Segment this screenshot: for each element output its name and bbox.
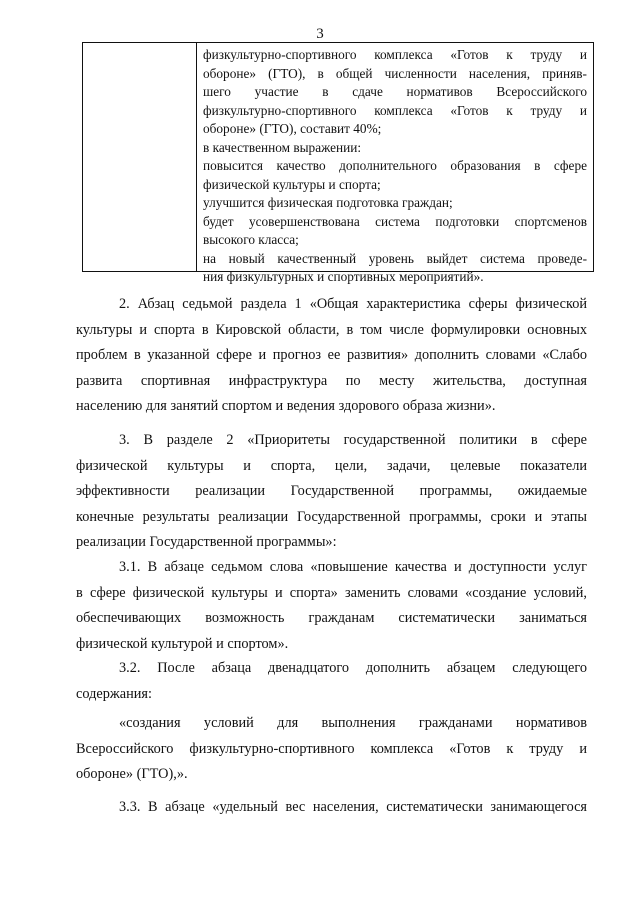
- table-line: ния физкультурных и спортивных мероприятий».: [203, 269, 484, 284]
- paragraph-3-3: [76, 795, 587, 821]
- paragraph-line: содержания:: [76, 685, 152, 702]
- paragraph-line: «создания условий для выполнения гражданами нормативов: [119, 715, 587, 731]
- paragraph-line: 3.2. После абзаца двенадцатого дополнить абзацем следующего: [119, 660, 587, 676]
- table-line: обороне» (ГТО), составит 40%;: [203, 121, 382, 136]
- paragraph-3-1: [76, 555, 587, 657]
- table-line: физкультурно-спортивного комплекса «Готов к труду и: [203, 47, 587, 62]
- paragraph-line: физической культурой и спортом».: [76, 635, 289, 652]
- paragraph-line: населению для занятий спортом и ведения здорового образа жизни».: [76, 398, 496, 414]
- table-line: улучшится физическая подготовка граждан;: [203, 195, 453, 210]
- table-column-divider: [196, 43, 197, 271]
- paragraph-line: эффективности реализации Государственной программы, ожидаемые: [76, 483, 587, 499]
- paragraph-line: проблем в указанной сфере и прогноз ее развития» дополнить словами «Слабо: [76, 347, 587, 363]
- table-line: в качественном выражении:: [203, 139, 362, 155]
- program-table: [82, 42, 594, 284]
- table-line: на новый качественный уровень выйдет система проведе-: [203, 250, 587, 266]
- paragraph-line: 3.3. В абзаце «удельный вес населения, систематически занимающегося: [119, 799, 587, 815]
- table-line: высокого класса;: [203, 232, 299, 247]
- paragraph-3-2: [76, 656, 587, 707]
- table-line: повысится качество дополнительного образования в сфере: [203, 158, 587, 173]
- paragraph-line: Всероссийского физкультурно-спортивного комплекса «Готов к труду и: [76, 740, 587, 757]
- table-line: будет усовершенствована система подготовки спортсменов: [203, 213, 587, 229]
- paragraph-line: обороне» (ГТО),».: [76, 766, 188, 782]
- paragraph-line: реализации Государственной программы»:: [76, 534, 337, 550]
- paragraph-line: 3. В разделе 2 «Приоритеты государственной политики в сфере: [119, 432, 587, 448]
- paragraph-3: [76, 428, 587, 556]
- paragraph-2: [76, 292, 587, 420]
- paragraph-line: в сфере физической культуры и спорта» заменить словами «создание условий,: [76, 584, 587, 601]
- paragraph-line: 2. Абзац седьмой раздела 1 «Общая характеристика сферы физической: [119, 296, 587, 312]
- paragraph-line: культуры и спорта в Кировской области, в том числе формулировки основных: [76, 321, 587, 338]
- paragraph-line: физической культуры и спорта, цели, задачи, целевые показатели: [76, 457, 587, 474]
- page-number: 3: [316, 26, 324, 42]
- quoted-insertion: [76, 711, 587, 788]
- table-text-cell: [203, 46, 587, 287]
- table-line: шего участие в сдаче нормативов Всероссийского: [203, 84, 587, 99]
- paragraph-line: конечные результаты реализации Государственной программы, сроки и этапы: [76, 508, 587, 525]
- table-line: физической культуры и спорта;: [203, 176, 381, 192]
- paragraph-line: обеспечивающих возможность гражданам систематически заниматься: [76, 610, 587, 626]
- paragraph-line: развита спортивная инфраструктура по месту жительства, доступная: [76, 372, 587, 389]
- table-line: обороне» (ГТО), в общей численности населения, приняв-: [203, 65, 587, 81]
- table-line: физкультурно-спортивного комплекса «Готов к труду и: [203, 102, 587, 118]
- paragraph-line: 3.1. В абзаце седьмом слова «повышение качества и доступности услуг: [119, 559, 587, 575]
